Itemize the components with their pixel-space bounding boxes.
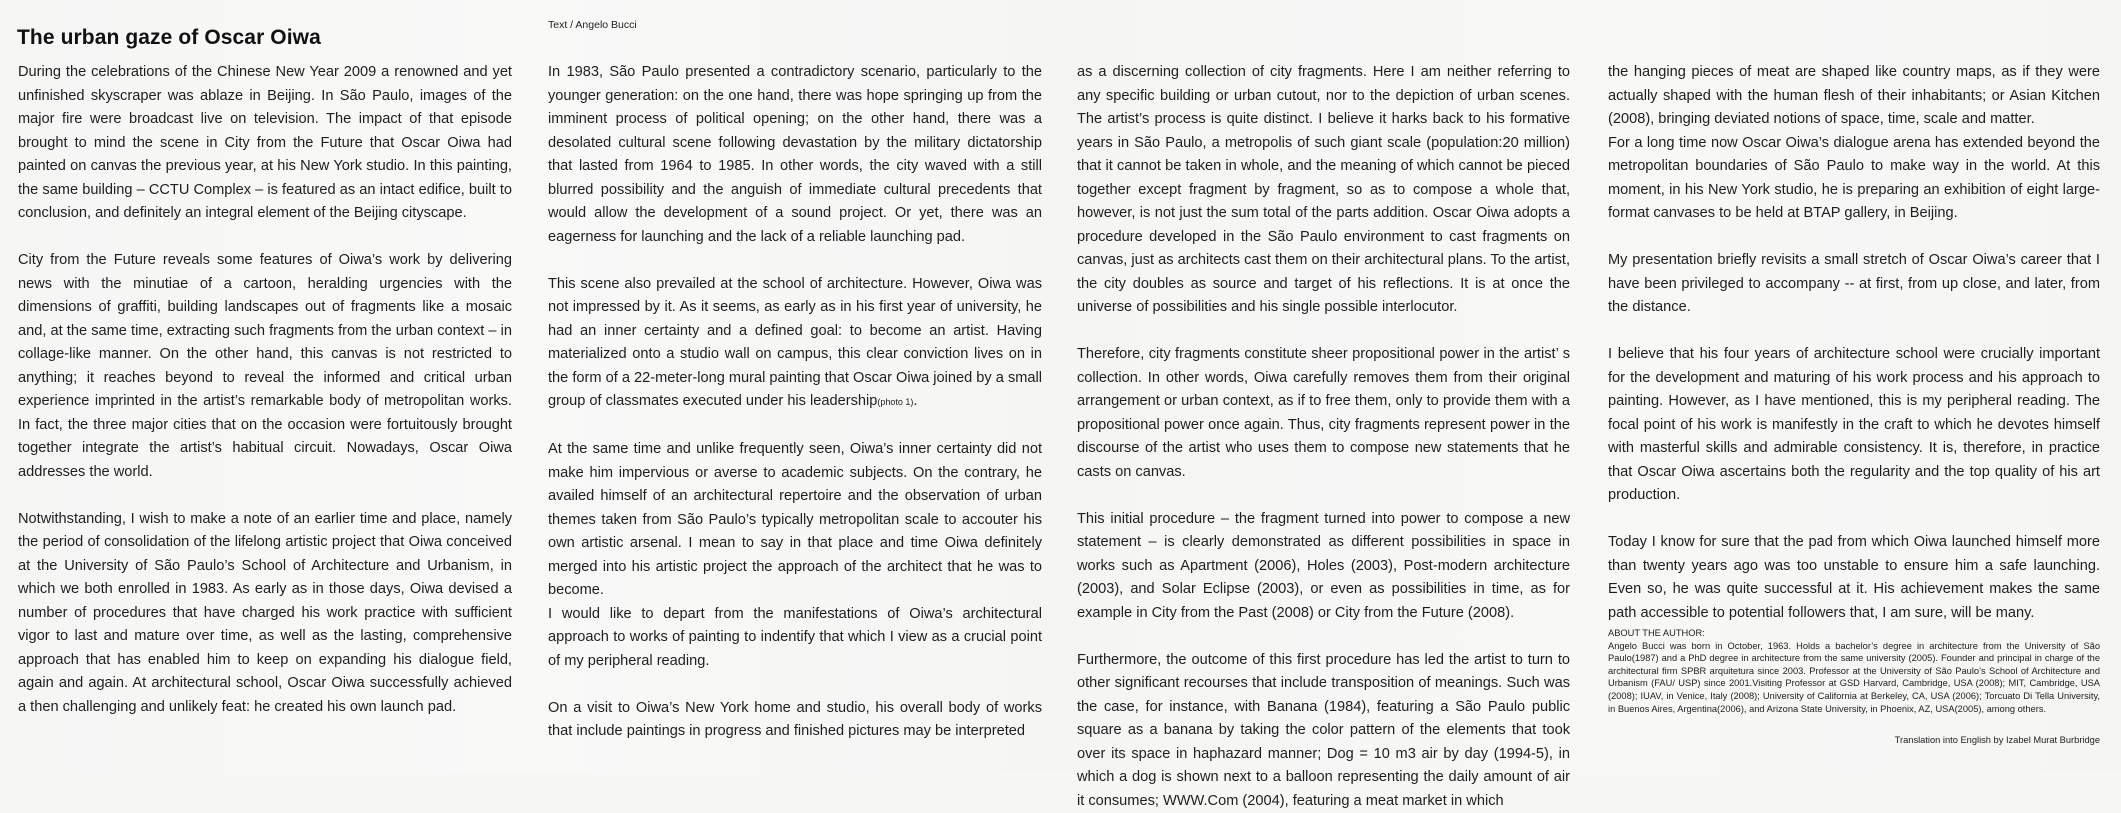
photo-reference: (photo 1) — [877, 397, 913, 407]
text-column-1 — [18, 61, 512, 719]
paragraph: City from the Future reveals some features of Oiwa’s work by delivering news with the minutiae of a cartoon, heralding urgencies with the dimensions of graffiti, building landscapes out of fragments like a mosaic and, at the same time, extracting such fragments from the urban context – in collage-like manner. On the other hand, this canvas is not restricted to anything; it reaches beyond to reveal the informed and critical urban experience imprinted in the artist’s remarkable body of metropolitan works. In fact, the three major cities that on the occasion were fortuitously brought together integrate the artist’s habitual circuit. Nowadays, Oscar Oiwa addresses the world. — [18, 249, 512, 484]
paragraph: Notwithstanding, I wish to make a note of an earlier time and place, namely the period of consolidation of the lifelong artistic project that Oiwa conceived at the University of São Paulo’s School of Architecture and Urbanism, in which we both enrolled in 1983. As early as in those days, Oiwa devised a number of procedures that have charged his work practice with sufficient vigor to last and mature over time, as well as the lasting, comprehensive approach that has enabled him to keep on expanding his dialogue field, again and again. At architectural school, Oscar Oiwa successfully achieved a then challenging and unlikely feat: he created his own launch pad. — [18, 508, 512, 720]
page-title: The urban gaze of Oscar Oiwa — [17, 26, 321, 50]
about-heading: ABOUT THE AUTHOR: — [1608, 627, 2100, 640]
paragraph: My presentation briefly revisits a small stretch of Oscar Oiwa’s career that I have been privileged to accompany -- at first, from up close, and later, from the distance. — [1608, 249, 2100, 320]
text-column-4 — [1608, 61, 2100, 625]
paragraph: During the celebrations of the Chinese New Year 2009 a renowned and yet unfinished skyscraper was ablaze in Beijing. In São Paulo, images of the major fire were broadcast live on television. The impact of that episode brought to mind the scene in City from the Future that Oscar Oiwa had painted on canvas the previous year, at his New York studio. In this painting, the same building – CCTU Complex – is featured as an intact edifice, built to conclusion, and definitely an integral element of the Beijing cityscape. — [18, 61, 512, 226]
paragraph-text: This scene also prevailed at the school of architecture. However, Oiwa was not impressed by it. As it seems, as early as in his first year of university, he had an inner certainty and a defined goal: to become an artist. Having materialized onto a studio wall on campus, this clear conviction lives on in the form of a 22-meter-long mural painting that Oscar Oiwa joined by a small group of classmates executed under his leadership — [548, 276, 1042, 410]
paragraph: I would like to depart from the manifestations of Oiwa’s architectural approach to works of painting to indentify that which I view as a crucial point of my peripheral reading. — [548, 603, 1042, 674]
author-byline: Text / Angelo Bucci — [548, 19, 637, 31]
paragraph: Therefore, city fragments constitute sheer propositional power in the artist’ s collection. In other words, Oiwa carefully removes them from their original arrangement or urban context, as if to free them, only to provide them with a propositional power once again. Thus, city fragments represent power in the discourse of the artist who uses them to compose new statements that he casts on canvas. — [1077, 343, 1570, 484]
paragraph — [548, 273, 1042, 415]
paragraph: This initial procedure – the fragment turned into power to compose a new statement – is clearly demonstrated as different possibilities in space in works such as Apartment (2006), Holes (2003), Post-modern architecture (2003), and Solar Eclipse (2003), or even as possibilities in time, as for example in City from the Past (2008) or City from the Future (2008). — [1077, 508, 1570, 626]
text-column-2 — [548, 61, 1042, 744]
text-column-3 — [1077, 61, 1570, 813]
paragraph: On a visit to Oiwa’s New York home and studio, his overall body of works that include paintings in progress and finished pictures may be interpreted — [548, 697, 1042, 744]
paragraph-tail: . — [913, 393, 917, 409]
about-body: Angelo Bucci was born in October, 1963. Holds a bachelor’s degree in architecture from the University of São Paulo(1987) and a PhD degree in architecture from the same university (2005). Founder and principal in charge of the architectural firm SPBR arquitetura since 2003. Professor at the University of São Paulo’s School of Architecture and Urbanism (FAU/ USP) since 2001.Visiting Professor at GSD Harvard, Cambridge, USA (2008); MIT, Cambridge, USA (2008); IUAV, in Venice, Italy (2008); University of California at Berkeley, CA, USA (2006); Torcuato Di Tella University, in Buenos Aires, Argentina(2006), and Arizona State University, in Phoenix, AZ, USA(2005), among others. — [1608, 640, 2100, 716]
paragraph: In 1983, São Paulo presented a contradictory scenario, particularly to the younger generation: on the one hand, there was hope springing up from the imminent process of political opening; on the other hand, there was a desolated cultural scene following devastation by the military dictatorship that lasted from 1964 to 1985. In other words, the city waved with a still blurred possibility and the anguish of immediate cultural precedents that would allow the development of a sound project. Or yet, there was an eagerness for launching and the lack of a reliable launching pad. — [548, 61, 1042, 249]
about-the-author — [1608, 627, 2100, 715]
paragraph: Furthermore, the outcome of this first procedure has led the artist to turn to other significant recourses that include transposition of meanings. Such was the case, for instance, with Banana (1984), featuring a São Paulo public square as a banana by taking the color pattern of the elements that took over its space in haphazard manner; Dog = 10 m3 air by day (1994-5), in which a dog is shown next to a balloon representing the daily amount of air it consumes; WWW.Com (2004), featuring a meat market in which — [1077, 649, 1570, 813]
paragraph: the hanging pieces of meat are shaped like country maps, as if they were actually shaped with the human flesh of their inhabitants; or Asian Kitchen (2008), bringing deviated notions of space, time, scale and matter. — [1608, 61, 2100, 132]
paragraph: as a discerning collection of city fragments. Here I am neither referring to any specific building or urban cutout, nor to the depiction of urban scenes. The artist’s process is quite distinct. I believe it harks back to his formative years in São Paulo, a metropolis of such giant scale (population:20 million) that it cannot be taken in whole, and the meaning of which cannot be pieced together except fragment by fragment, so as to compose a whole that, however, is not just the sum total of the parts addition. Oscar Oiwa adopts a procedure developed in the São Paulo environment to cast fragments on canvas, just as architects cast them on their architectural plans. To the artist, the city doubles as source and target of his reflections. It is at once the universe of possibilities and his single possible interlocutor. — [1077, 61, 1570, 320]
paragraph: Today I know for sure that the pad from which Oiwa launched himself more than twenty years ago was too unstable to ensure him a safe launching. Even so, he was quite successful at it. His achievement makes the same path accessible to potential followers that, I am sure, will be many. — [1608, 531, 2100, 625]
paragraph: At the same time and unlike frequently seen, Oiwa’s inner certainty did not make him impervious or averse to academic subjects. On the contrary, he availed himself of an architectural repertoire and the observation of urban themes taken from São Paulo’s typically metropolitan scale to accouter his own artistic arsenal. I mean to say in that place and time Oiwa definitely merged into his artistic project the approach of the architect that he was to become. — [548, 438, 1042, 603]
paragraph: I believe that his four years of architecture school were crucially important for the development and maturing of his work process and his approach to painting. However, as I have mentioned, this is my peripheral reading. The focal point of his work is manifestly in the craft to which he devotes himself with masterful skills and admirable consistency. It is, therefore, in practice that Oscar Oiwa ascertains both the regularity and the top quality of his art production. — [1608, 343, 2100, 508]
paragraph: For a long time now Oscar Oiwa’s dialogue arena has extended beyond the metropolitan boundaries of São Paulo to make way in the world. At this moment, in his New York studio, he is preparing an exhibition of eight large-format canvases to be held at BTAP gallery, in Beijing. — [1608, 132, 2100, 226]
translation-credit: Translation into English by Izabel Murat Burbridge — [1895, 735, 2100, 745]
